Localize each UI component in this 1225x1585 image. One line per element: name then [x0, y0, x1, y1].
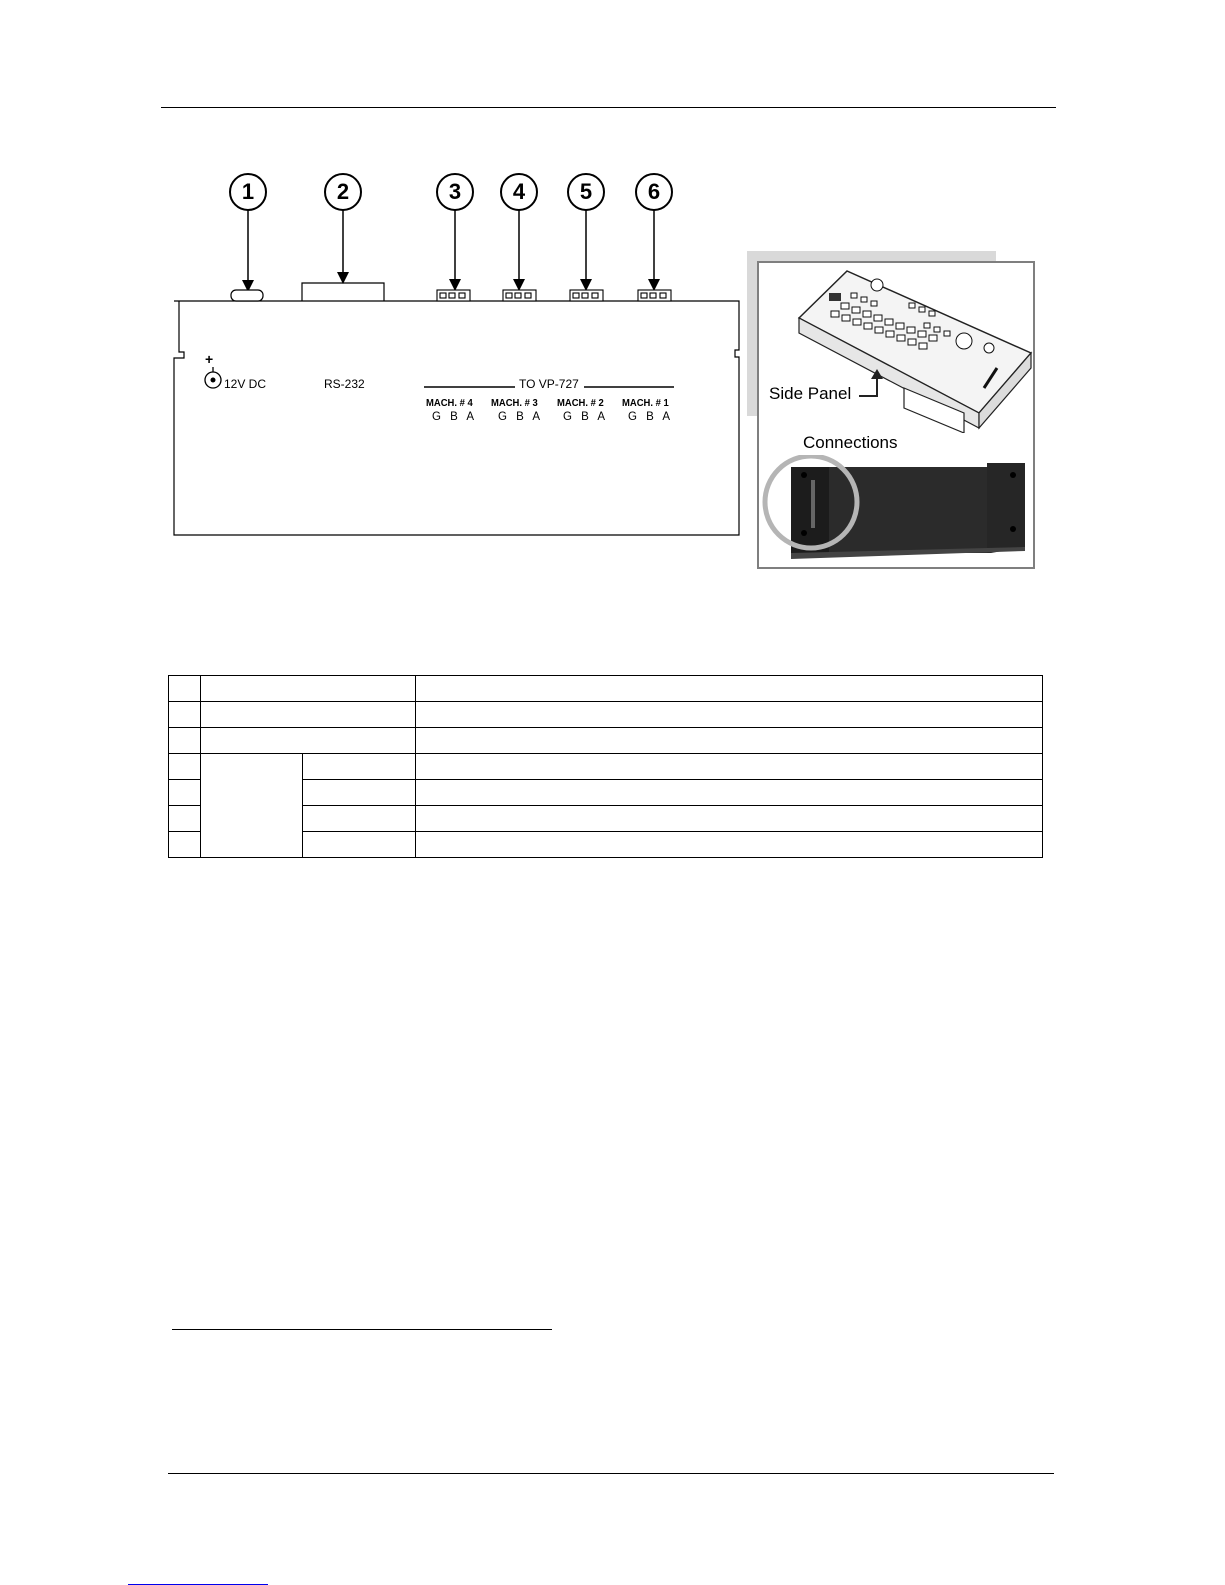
power-connector [231, 290, 263, 301]
footer-rule [168, 1473, 1054, 1474]
footer-link[interactable] [128, 1572, 268, 1585]
connector-table [168, 675, 1043, 858]
terminal-block-mach3 [503, 290, 536, 301]
power-sign: + [205, 351, 214, 367]
callout-5: 5 [567, 173, 605, 211]
mach-3-label: MACH. # 3 [491, 397, 538, 409]
mach-1-label: MACH. # 1 [622, 397, 669, 409]
terminal-block-mach2 [570, 290, 603, 301]
power-label: 12V DC [224, 377, 267, 391]
mach-4-label: MACH. # 4 [426, 397, 473, 409]
mach-3-pins: G B A [498, 411, 544, 423]
terminal-block-mach1 [638, 290, 671, 301]
callout-2: 2 [324, 173, 362, 211]
device-side-view-image [759, 455, 1033, 567]
connections-label: Connections [803, 433, 898, 452]
mach-2-pins: G B A [563, 411, 609, 423]
bus-label: TO VP-727 [519, 377, 579, 391]
serial-label: RS-232 [324, 377, 365, 391]
rs232-connector [302, 283, 384, 301]
callout-arrows [0, 0, 760, 310]
terminal-block-mach4 [437, 290, 470, 301]
callout-4: 4 [500, 173, 538, 211]
side-panel-label: Side Panel [769, 384, 852, 403]
callout-6: 6 [635, 173, 673, 211]
table-row [169, 676, 1043, 702]
callout-3: 3 [436, 173, 474, 211]
table-row [169, 754, 1043, 780]
table-row [169, 702, 1043, 728]
mach-1-pins: G B A [628, 411, 674, 423]
table-row [169, 728, 1043, 754]
mach-2-label: MACH. # 2 [557, 397, 604, 409]
device-top-view-image [759, 263, 1033, 433]
callout-1: 1 [229, 173, 267, 211]
footnote-rule [172, 1329, 552, 1330]
mach-4-pins: G B A [432, 411, 478, 423]
